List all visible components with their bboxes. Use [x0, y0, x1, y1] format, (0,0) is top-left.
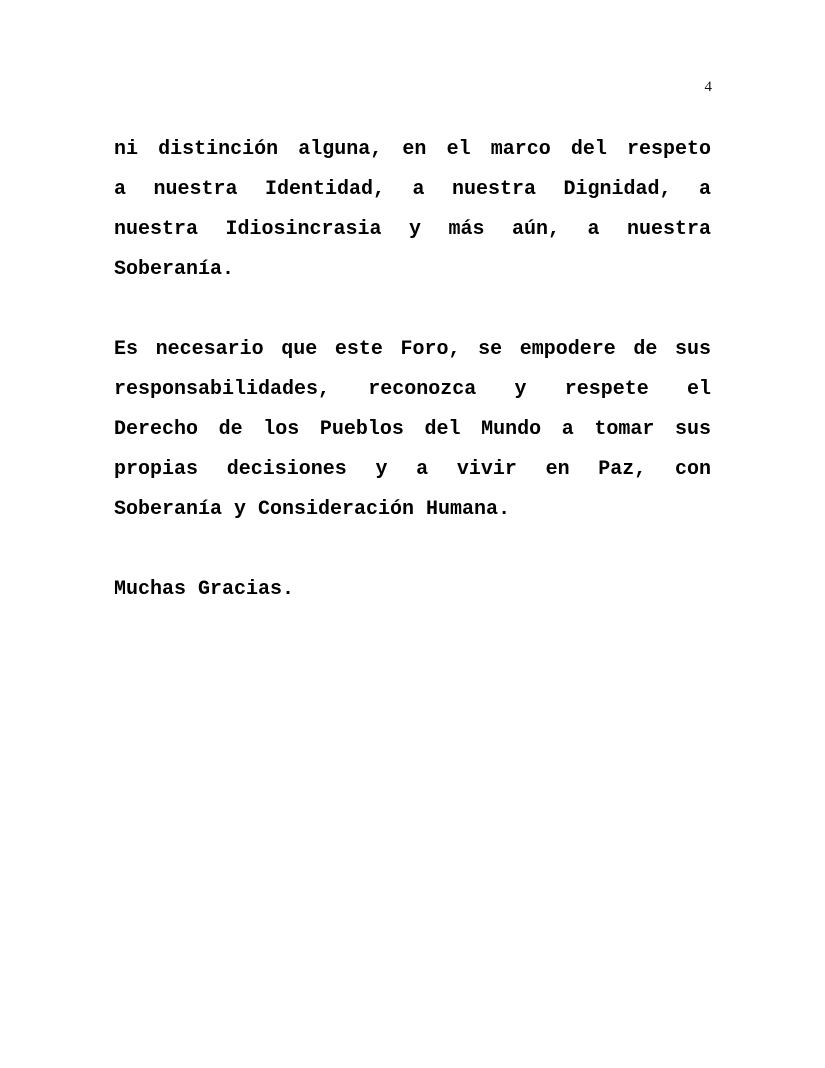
paragraph-2: [114, 330, 711, 530]
paragraph-spacer: [114, 290, 711, 330]
paragraph-spacer: [114, 530, 711, 570]
paragraph-3: [114, 570, 711, 610]
paragraph-line: Derecho de los Pueblos del Mundo a tomar sus: [114, 418, 711, 441]
paragraph-line: Soberanía y Consideración Humana.: [114, 498, 511, 521]
paragraph-line: responsabilidades, reconozca y respete el: [114, 378, 711, 401]
paragraph-line: ni distinción alguna, en el marco del respeto: [114, 138, 711, 161]
closing-line: Muchas Gracias.: [114, 578, 295, 601]
paragraph-line: Soberanía.: [114, 258, 235, 281]
paragraph-line: a nuestra Identidad, a nuestra Dignidad, a: [114, 178, 711, 201]
paragraph-line: Es necesario que este Foro, se empodere de sus: [114, 338, 711, 361]
paragraph-line: nuestra Idiosincrasia y más aún, a nuestra: [114, 218, 711, 241]
paragraph-1: [114, 130, 711, 290]
page-number: 4: [704, 79, 712, 95]
document-body: [114, 130, 711, 610]
paragraph-line: propias decisiones y a vivir en Paz, con: [114, 458, 711, 481]
